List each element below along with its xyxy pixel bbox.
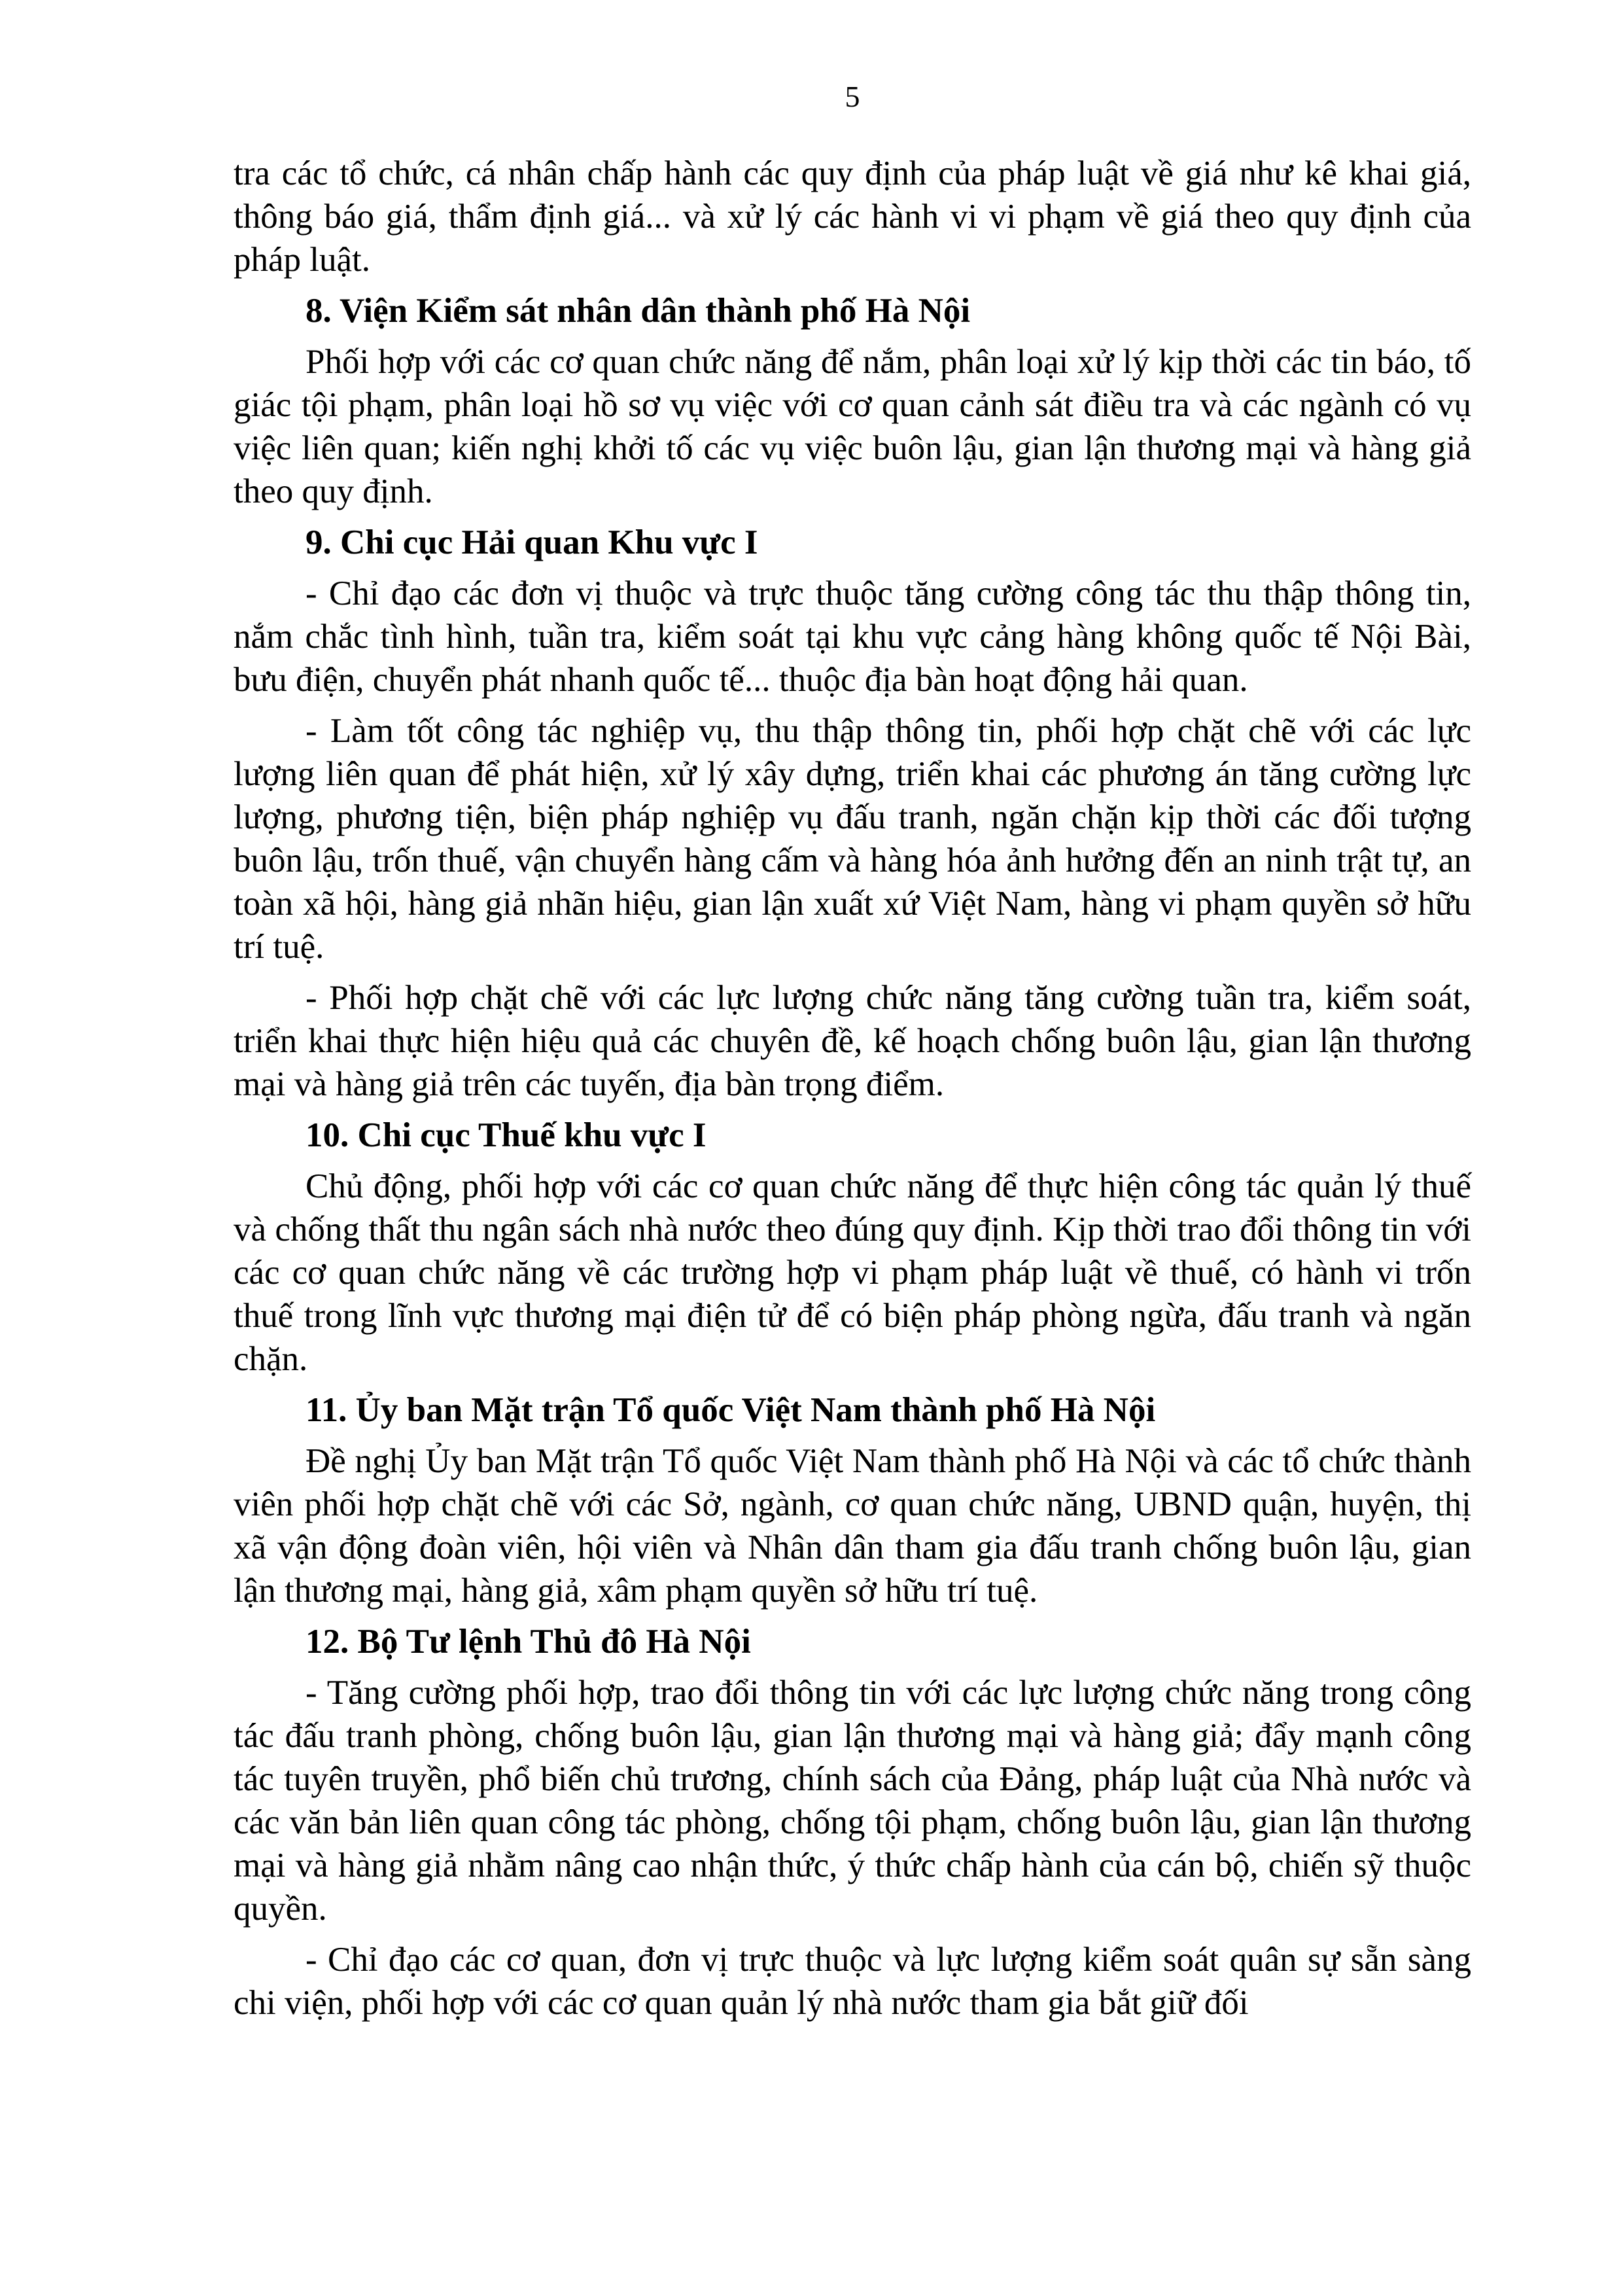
paragraph-section-12-item-1: - Tăng cường phối hợp, trao đổi thông tin với các lực lượng chức năng trong công tác đấu tranh phòng, chống buôn lậu, gian lận thương mại và hàng giả; đẩy mạnh công tác tuyên truyền, phổ biến chủ trương, chính sách của Đảng, pháp luật của Nhà nước và các văn bản liên quan công tác phòng, chống tội phạm, chống buôn lậu, gian lận thương mại và hàng giả nhằm nâng cao nhận thức, ý thức chấp hành của cán bộ, chiến sỹ thuộc quyền. [234,1674,1471,1928]
paragraph-section-8: Phối hợp với các cơ quan chức năng để nắm, phân loại xử lý kịp thời các tin báo, tố giác tội phạm, phân loại hồ sơ vụ việc với cơ quan cảnh sát điều tra và các ngành có vụ việc liên quan; kiến nghị khởi tố các vụ việc buôn lậu, gian lận thương mại và hàng giả theo quy định. [234,343,1471,510]
paragraph-section-11: Đề nghị Ủy ban Mặt trận Tổ quốc Việt Nam thành phố Hà Nội và các tổ chức thành viên phối hợp chặt chẽ với các Sở, ngành, cơ quan chức năng, UBND quận, huyện, thị xã vận động đoàn viên, hội viên và Nhân dân tham gia đấu tranh chống buôn lậu, gian lận thương mại, hàng giả, xâm phạm quyền sở hữu trí tuệ. [234,1442,1471,1610]
section-heading-12: 12. Bộ Tư lệnh Thủ đô Hà Nội [305,1623,751,1661]
section-heading-9: 9. Chi cục Hải quan Khu vực I [305,523,758,561]
paragraph-section-12-item-2: - Chỉ đạo các cơ quan, đơn vị trực thuộc và lực lượng kiểm soát quân sự sẵn sàng chi viện, phối hợp với các cơ quan quản lý nhà nước tham gia bắt giữ đối [234,1941,1471,2022]
paragraph-section-9-item-3: - Phối hợp chặt chẽ với các lực lượng chức năng tăng cường tuần tra, kiểm soát, triển khai thực hiện hiệu quả các chuyên đề, kế hoạch chống buôn lậu, gian lận thương mại và hàng giả trên các tuyến, địa bàn trọng điểm. [234,979,1471,1103]
section-heading-11: 11. Ủy ban Mặt trận Tổ quốc Việt Nam thành phố Hà Nội [305,1391,1156,1429]
document-page [234,0,1471,2296]
section-heading-10: 10. Chi cục Thuế khu vực I [305,1116,707,1154]
paragraph-section-10: Chủ động, phối hợp với các cơ quan chức năng để thực hiện công tác quản lý thuế và chống thất thu ngân sách nhà nước theo đúng quy định. Kịp thời trao đổi thông tin với các cơ quan chức năng về các trường hợp vi phạm pháp luật về thuế, có hành vi trốn thuế trong lĩnh vực thương mại điện tử để có biện pháp phòng ngừa, đấu tranh và ngăn chặn. [234,1167,1471,1378]
section-heading-8: 8. Viện Kiểm sát nhân dân thành phố Hà Nội [305,292,971,330]
paragraph-continuation: tra các tổ chức, cá nhân chấp hành các quy định của pháp luật về giá như kê khai giá, thông báo giá, thẩm định giá... và xử lý các hành vi vi phạm về giá theo quy định của pháp luật. [234,154,1471,279]
document-body [234,152,1471,2032]
paragraph-section-9-item-2: - Làm tốt công tác nghiệp vụ, thu thập thông tin, phối hợp chặt chẽ với các lực lượng liên quan để phát hiện, xử lý xây dựng, triển khai các phương án tăng cường lực lượng, phương tiện, biện pháp nghiệp vụ đấu tranh, ngăn chặn kịp thời các đối tượng buôn lậu, trốn thuế, vận chuyển hàng cấm và hàng hóa ảnh hưởng đến an ninh trật tự, an toàn xã hội, hàng giả nhãn hiệu, gian lận xuất xứ Việt Nam, hàng vi phạm quyền sở hữu trí tuệ. [234,712,1471,966]
paragraph-section-9-item-1: - Chỉ đạo các đơn vị thuộc và trực thuộc tăng cường công tác thu thập thông tin, nắm chắc tình hình, tuần tra, kiểm soát tại khu vực cảng hàng không quốc tế Nội Bài, bưu điện, chuyển phát nhanh quốc tế... thuộc địa bàn hoạt động hải quan. [234,574,1471,699]
page-number: 5 [845,80,860,113]
